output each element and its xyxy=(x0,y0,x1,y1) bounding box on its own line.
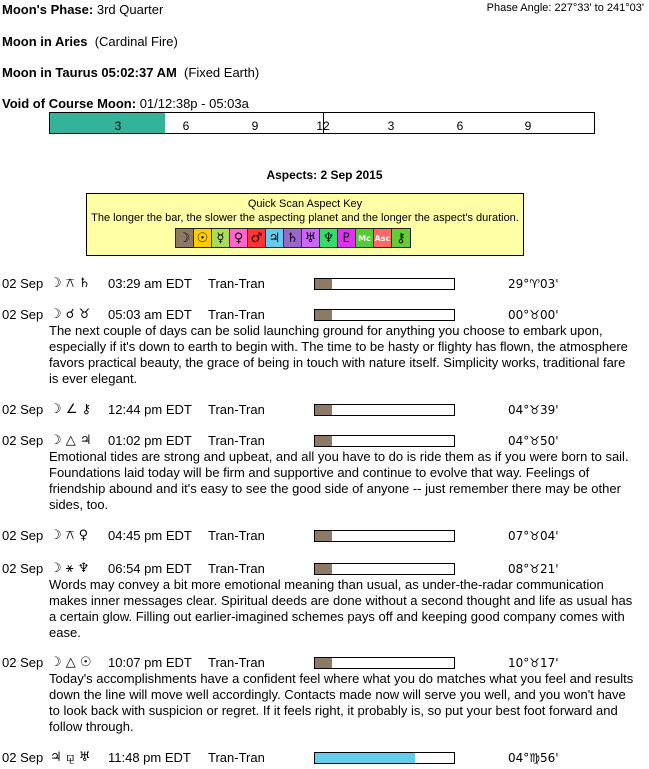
aspect-position: 04°♉50' xyxy=(508,434,559,448)
aspect-duration-bar xyxy=(314,404,455,416)
aspect-duration-fill xyxy=(315,658,332,668)
aspect-duration-bar xyxy=(314,278,455,290)
timeline-tick: 3 xyxy=(387,119,395,133)
aspect-time: 10:07 pm EDT xyxy=(108,655,192,670)
voc-label: Void of Course Moon: xyxy=(2,96,137,111)
aspect-duration-fill xyxy=(315,279,332,289)
pluto-icon: ♇ xyxy=(338,229,356,247)
phase-angle-value: 227°33' to 241°03' xyxy=(554,2,644,14)
aspect-position: 04°♍56' xyxy=(508,751,559,765)
timeline-tick: 3 xyxy=(114,119,122,133)
aspect-date: 02 Sep xyxy=(2,276,44,291)
aspect-description: Emotional tides are strong and upbeat, and all you have to do is ride them as if you were born to sail. Foundations laid today will be firm and supportive and continue to evolve that way. Feelings of friendship abound and it's easy to see the good side of anyone -- just remember there may be other sides, too. xyxy=(49,449,629,512)
aspect-glyphs: ☽ ∠ ⚷ xyxy=(50,402,92,417)
moon-phase xyxy=(2,2,163,17)
aspect-position: 00°♉00' xyxy=(508,308,559,322)
aspect-time: 11:48 pm EDT xyxy=(108,750,191,765)
aspect-time: 05:03 am EDT xyxy=(108,307,192,322)
aspect-time: 01:02 pm EDT xyxy=(108,433,192,448)
aspect-position: 04°♉39' xyxy=(508,403,559,417)
aspect-duration-bar xyxy=(314,563,455,575)
aspect-glyphs: ☽ △ ♃ xyxy=(50,433,92,448)
moon-sign-1 xyxy=(2,34,178,49)
mercury-icon: ☿ xyxy=(212,229,230,247)
aspect-key-box xyxy=(86,193,524,256)
aspect-date: 02 Sep xyxy=(2,433,44,448)
mars-icon: ♂ xyxy=(248,229,266,247)
aspect-duration-fill xyxy=(315,436,332,446)
aspect-date: 02 Sep xyxy=(2,528,44,543)
aspect-duration-fill xyxy=(315,531,332,541)
moon-phase-label: Moon's Phase: xyxy=(2,2,94,17)
aspect-date: 02 Sep xyxy=(2,750,44,765)
aspect-duration-bar xyxy=(314,657,455,669)
saturn-icon: ♄ xyxy=(284,229,302,247)
aspect-position: 08°♉21' xyxy=(508,562,559,576)
neptune-icon: ♆ xyxy=(320,229,338,247)
aspect-type: Tran-Tran xyxy=(208,750,265,765)
aspect-glyphs: ☽ ⚹ ♆ xyxy=(50,561,90,576)
aspect-position: 10°♉17' xyxy=(508,656,559,670)
aspect-glyphs: ☽ ⚻ ♀ xyxy=(50,528,89,543)
moon-sign-2 xyxy=(2,65,259,80)
phase-angle xyxy=(487,2,644,14)
aspect-description: Today's accomplishments have a confident feel where what you do matches what you feel and results down the line will move well accordingly. Contacts made now will serve you well, and you won't have to look back with suspicion or regret. If it feels right, it probably is, so put your best foot forward and follow through. xyxy=(49,671,634,734)
aspect-row xyxy=(0,655,649,671)
void-of-course-timeline xyxy=(49,112,595,134)
aspect-type: Tran-Tran xyxy=(208,276,265,291)
timeline-tick: 6 xyxy=(182,119,190,133)
aspect-key-subtitle: The longer the bar, the slower the aspecting planet and the longer the aspect's duration. xyxy=(91,212,519,224)
void-of-course xyxy=(2,96,249,111)
aspect-duration-bar xyxy=(314,435,455,447)
jupiter-icon: ♃ xyxy=(266,229,284,247)
moon-sign-1-element: (Cardinal Fire) xyxy=(94,34,178,49)
uranus-icon: ♅ xyxy=(302,229,320,247)
venus-icon: ♀ xyxy=(230,229,248,247)
aspect-date: 02 Sep xyxy=(2,655,44,670)
aspect-glyphs: ☽ ⚻ ♄ xyxy=(50,276,91,291)
aspect-type: Tran-Tran xyxy=(208,433,265,448)
aspect-position: 29°♈03' xyxy=(508,277,559,291)
chiron-icon: ⚷ xyxy=(392,229,410,247)
aspect-description: Words may convey a bit more emotional meaning than usual, as under-the-radar communication makes inner messages clear. Spiritual deeds are done without a second thought and life as usual has a certain glow. Filling out earlier-imagined schemes pays off and keeping good company comes with ease. xyxy=(49,577,633,640)
aspect-duration-bar xyxy=(314,309,455,321)
sun-icon: ☉ xyxy=(194,229,212,247)
phase-angle-label: Phase Angle: xyxy=(486,2,552,14)
aspect-glyphs: ♃ ⚼ ♅ xyxy=(50,750,91,765)
moon-sign-2-label: Moon in Taurus 05:02:37 AM xyxy=(2,65,177,80)
timeline-tick: 6 xyxy=(456,119,464,133)
aspect-type: Tran-Tran xyxy=(208,561,265,576)
aspect-date: 02 Sep xyxy=(2,402,44,417)
aspect-row xyxy=(0,433,649,449)
ascendant-label: Asc xyxy=(374,229,392,247)
aspect-type: Tran-Tran xyxy=(208,528,265,543)
aspect-duration-bar xyxy=(314,530,455,542)
timeline-fill xyxy=(50,113,165,133)
aspect-duration-fill xyxy=(315,753,415,763)
aspect-glyphs: ☽ ☌ ♉ xyxy=(50,307,91,322)
aspect-duration-fill xyxy=(315,564,332,574)
moon-phase-value: 3rd Quarter xyxy=(96,2,164,17)
aspect-time: 03:29 am EDT xyxy=(108,276,192,291)
moon-icon: ☽ xyxy=(176,229,194,247)
aspect-date: 02 Sep xyxy=(2,307,44,322)
aspect-row xyxy=(0,561,649,577)
moon-sign-1-label: Moon in Aries xyxy=(2,34,88,49)
aspect-type: Tran-Tran xyxy=(208,307,265,322)
timeline-tick: 9 xyxy=(524,119,532,133)
aspect-row xyxy=(0,276,649,292)
aspect-row xyxy=(0,402,649,418)
aspect-row xyxy=(0,307,649,323)
aspect-time: 06:54 pm EDT xyxy=(108,561,192,576)
aspect-description: The next couple of days can be solid launching ground for anything you choose to embark upon, especially if it's down to earth to begin with. The time to be hasty or flighty has flown, the atmosphere favors practical beauty, the grace of being in touch with nature itself. Simplicity works, traditional fare is ever elegant. xyxy=(49,323,628,386)
voc-value: 01/12:38p - 05:03a xyxy=(139,96,249,111)
aspect-duration-fill xyxy=(315,310,332,320)
aspect-position: 07°♉04' xyxy=(508,529,559,543)
aspect-time: 12:44 pm EDT xyxy=(108,402,192,417)
timeline-tick: 12 xyxy=(316,119,330,133)
midheaven-label: Mc xyxy=(356,229,374,247)
aspects-title: Aspects: 2 Sep 2015 xyxy=(266,168,383,182)
planet-color-key xyxy=(175,228,411,248)
aspect-row xyxy=(0,528,649,544)
aspect-key-title: Quick Scan Aspect Key xyxy=(247,198,363,210)
aspect-duration-bar xyxy=(314,752,455,764)
timeline-tick: 9 xyxy=(251,119,259,133)
aspect-row xyxy=(0,750,649,766)
aspect-type: Tran-Tran xyxy=(208,402,265,417)
moon-sign-2-element: (Fixed Earth) xyxy=(184,65,260,80)
aspect-type: Tran-Tran xyxy=(208,655,265,670)
aspect-duration-fill xyxy=(315,405,332,415)
aspect-time: 04:45 pm EDT xyxy=(108,528,192,543)
aspect-date: 02 Sep xyxy=(2,561,44,576)
aspect-glyphs: ☽ △ ☉ xyxy=(50,655,92,670)
